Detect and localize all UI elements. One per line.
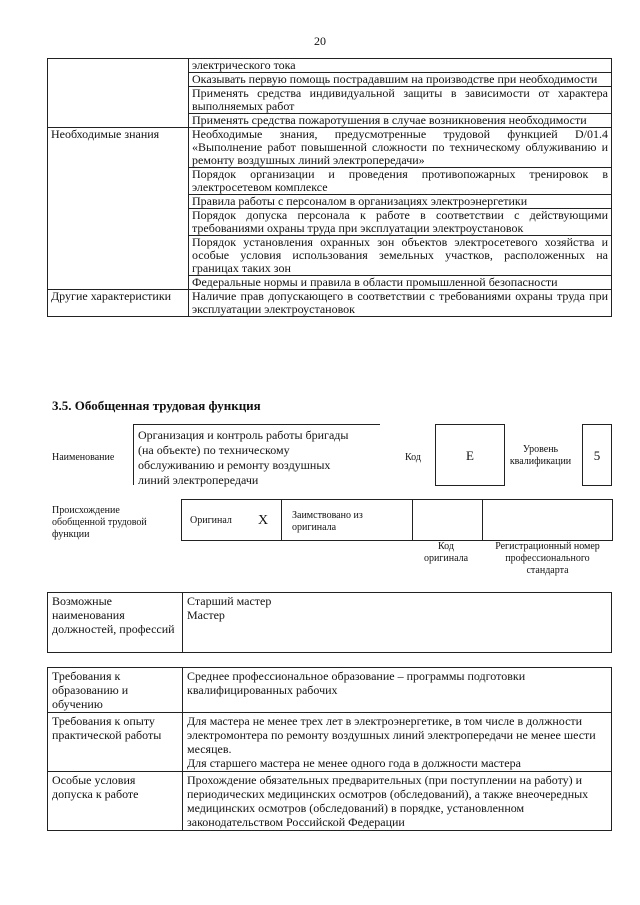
positions-table xyxy=(47,592,612,653)
admission-label: Особые условия допуска к работе xyxy=(48,772,183,831)
education-value xyxy=(183,668,612,713)
knowledge-label: Необходимые знания xyxy=(48,128,189,290)
divider xyxy=(412,500,413,540)
original-mark: X xyxy=(258,513,269,528)
code-box xyxy=(435,424,505,486)
empty-label-cell xyxy=(48,59,189,128)
divider xyxy=(281,500,282,540)
code-original-caption: Код оригинала xyxy=(423,541,469,564)
education-label: Требования к образованию и обучению xyxy=(48,668,183,713)
level-label: Уровень квалификации xyxy=(509,444,572,467)
section-title: 3.5. Обобщенная трудовая функция xyxy=(52,398,261,413)
knowledge-row: Порядок организации и проведения противопожарных тренировок в электросетевом комплексе xyxy=(189,168,612,195)
name-label: Наименование xyxy=(52,452,115,463)
skill-row: Применять средства пожаротушения в случае возникновения необходимости xyxy=(189,114,612,128)
skill-row: Применять средства индивидуальной защиты в зависимости от характера выполняемых работ xyxy=(189,87,612,114)
level-box xyxy=(582,424,612,486)
original-label: Оригинал xyxy=(190,515,232,526)
other-label: Другие характеристики xyxy=(48,290,189,317)
level-value: 5 xyxy=(593,448,601,463)
positions-values xyxy=(183,593,612,653)
requirement-line: Прохождение обязательных предварительных (при поступлении на работу) и периодических медицинских осмотров (обследований), а также внеочередных медицинских осмотров (обследований) в порядке, установленном законодательством Российской Федерации xyxy=(187,773,589,829)
experience-value xyxy=(183,713,612,772)
experience-label: Требования к опыту практической работы xyxy=(48,713,183,772)
origin-label: Происхождение обобщенной трудовой функции xyxy=(52,505,147,540)
reg-number-caption: Регистрационный номер профессионального стандарта xyxy=(495,541,600,576)
position-item: Мастер xyxy=(187,608,225,622)
name-value-box xyxy=(133,424,380,485)
code-label: Код xyxy=(405,452,421,463)
requirements-table xyxy=(47,667,612,831)
skill-row: электрического тока xyxy=(189,59,612,73)
origin-box xyxy=(181,499,613,541)
skills-knowledge-table xyxy=(47,58,612,317)
knowledge-row: Федеральные нормы и правила в области промышленной безопасности xyxy=(189,276,612,290)
admission-value xyxy=(183,772,612,831)
code-value: E xyxy=(466,448,474,463)
position-item: Старший мастер xyxy=(187,594,272,608)
skill-row: Оказывать первую помощь пострадавшим на производстве при необходимости xyxy=(189,73,612,87)
requirement-line: Для старшего мастера не менее одного года в должности мастера xyxy=(187,756,521,770)
borrowed-label: Заимствовано из оригинала xyxy=(292,510,363,533)
page-number: 20 xyxy=(314,34,326,48)
divider xyxy=(482,500,483,540)
knowledge-row: Правила работы с персоналом в организациях электроэнергетики xyxy=(189,195,612,209)
positions-label: Возможные наименования должностей, профессий xyxy=(48,593,183,653)
name-value: Организация и контроль работы бригады (на объекте) по техническому обслуживанию и ремонту воздушных линий электропередачи xyxy=(138,428,349,487)
knowledge-row: Необходимые знания, предусмотренные трудовой функцией D/01.4 «Выполнение работ повышенной сложности по техническому облуживанию и ремонту воздушных линий электропередачи» xyxy=(189,128,612,168)
requirement-line: Среднее профессиональное образование – программы подготовки квалифицированных рабочих xyxy=(187,669,526,697)
knowledge-row: Порядок установления охранных зон объектов электросетевого хозяйства и особые условия использования земельных участков, расположенных на границах таких зон xyxy=(189,236,612,276)
requirement-line: Для мастера не менее трех лет в электроэнергетике, в том числе в должности электромонтера по ремонту воздушных линий электропередачи не менее шести месяцев. xyxy=(187,714,596,756)
knowledge-row: Порядок допуска персонала к работе в соответствии с действующими требованиями охраны труда при эксплуатации электроустановок xyxy=(189,209,612,236)
other-value: Наличие прав допускающего в соответствии с требованиями охраны труда при эксплуатации электроустановок xyxy=(189,290,612,317)
